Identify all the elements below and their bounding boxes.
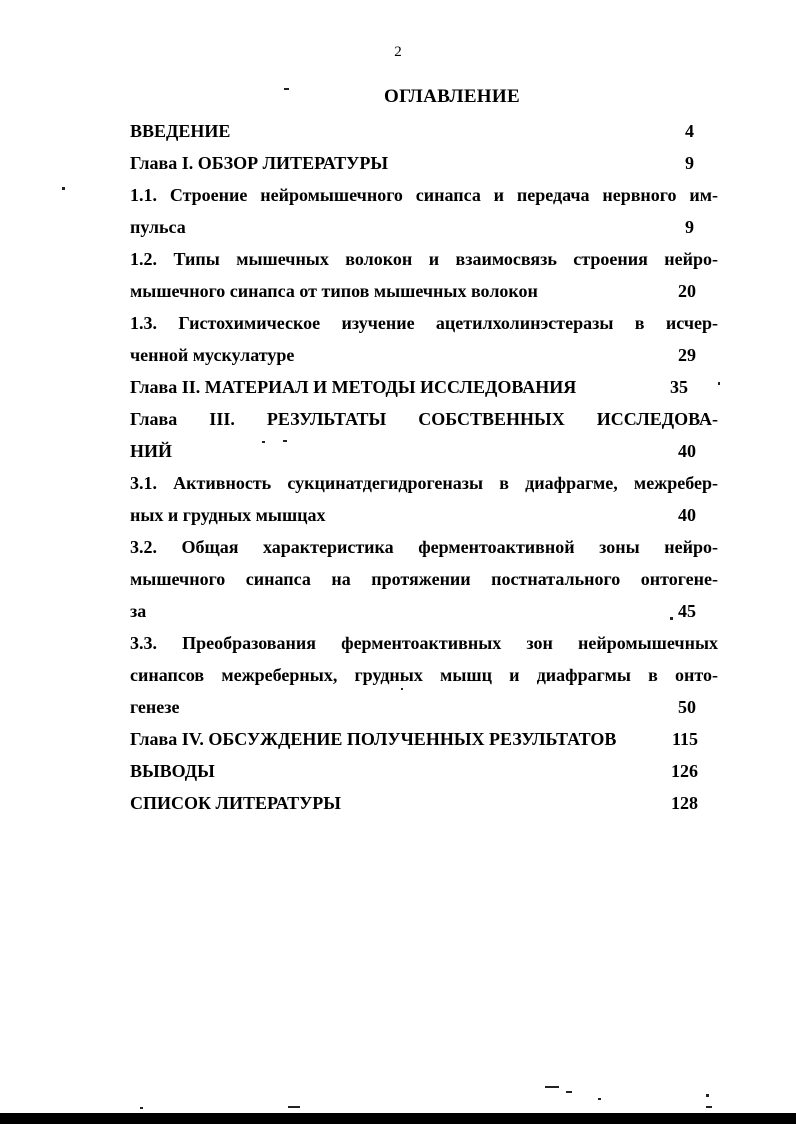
toc-entry-1-1-cont — [130, 211, 718, 243]
toc-entry-chapter-3 — [130, 403, 718, 435]
toc-entry-text: ВЫВОДЫ — [130, 761, 215, 781]
toc-entry-text: ных и грудных мышцах — [130, 505, 326, 525]
toc-entry-text: 3.2. Общая характеристика ферментоактивной зоны нейро- — [130, 537, 718, 557]
scan-speck — [262, 441, 265, 443]
toc-entry-text: Глава III. РЕЗУЛЬТАТЫ СОБСТВЕННЫХ ИССЛЕДОВА- — [130, 409, 718, 429]
scan-speck — [140, 1107, 143, 1109]
page-title: ОГЛАВЛЕНИЕ — [384, 86, 520, 107]
scan-speck — [706, 1094, 709, 1097]
toc-entry-chapter-3-cont — [130, 435, 718, 467]
toc-entry-page: 29 — [678, 345, 696, 365]
toc-entry-page: 115 — [671, 729, 698, 749]
table-of-contents — [130, 115, 718, 819]
toc-entry-text: НИЙ — [130, 441, 173, 461]
toc-entry-text: 3.1. Активность сукцинатдегидрогеназы в диафрагме, межребер- — [130, 473, 718, 493]
scan-edge-bar — [0, 1113, 796, 1124]
toc-entry-3-2-cont — [130, 563, 718, 595]
toc-entry-1-3-cont — [130, 339, 718, 371]
toc-entry-page: 4 — [685, 121, 694, 141]
scan-speck — [706, 1106, 712, 1108]
toc-entry-page: 9 — [685, 153, 694, 173]
page-number: 2 — [394, 44, 402, 60]
toc-entry-text: ВВЕДЕНИЕ — [130, 121, 231, 141]
toc-entry-text: Глава I. ОБЗОР ЛИТЕРАТУРЫ — [130, 153, 389, 173]
toc-entry-page: 40 — [678, 505, 696, 525]
toc-entry-text: 1.3. Гистохимическое изучение ацетилхолинэстеразы в исчер- — [130, 313, 718, 333]
scan-speck — [283, 440, 287, 442]
toc-entry-references — [130, 787, 718, 819]
scan-speck — [401, 688, 403, 690]
toc-entry-text: Глава IV. ОБСУЖДЕНИЕ ПОЛУЧЕННЫХ РЕЗУЛЬТАТОВ — [130, 729, 617, 749]
toc-entry-text: 3.3. Преобразования ферментоактивных зон нейромышечных — [130, 633, 718, 653]
toc-entry-text: мышечного синапса на протяжении постнатального онтогене- — [130, 569, 718, 589]
scan-speck — [598, 1098, 601, 1100]
toc-entry-page: 9 — [685, 217, 694, 237]
toc-entry-3-3 — [130, 627, 718, 659]
toc-entry-page: 128 — [671, 793, 698, 813]
toc-entry-chapter-4 — [130, 723, 718, 755]
toc-entry-3-2-end — [130, 595, 718, 627]
toc-entry-conclusions — [130, 755, 718, 787]
scan-speck — [718, 382, 720, 385]
toc-entry-3-3-end — [130, 691, 718, 723]
toc-entry-text: ченной мускулатуре — [130, 345, 295, 365]
scan-speck — [566, 1091, 572, 1093]
scan-speck — [670, 617, 673, 620]
toc-entry-text: синапсов межреберных, грудных мышц и диафрагмы в онто- — [130, 665, 718, 685]
scan-speck — [288, 1106, 300, 1108]
toc-entry-page: 40 — [678, 441, 696, 461]
toc-entry-text: 1.2. Типы мышечных волокон и взаимосвязь строения нейро- — [130, 249, 718, 269]
toc-entry-3-1 — [130, 467, 718, 499]
toc-entry-3-3-cont — [130, 659, 718, 691]
toc-entry-1-2 — [130, 243, 718, 275]
toc-entry-chapter-2 — [130, 371, 718, 403]
toc-entry-page: 50 — [678, 697, 696, 717]
toc-entry-introduction — [130, 115, 718, 147]
toc-entry-text: генезе — [130, 697, 180, 717]
toc-entry-page: 126 — [671, 761, 698, 781]
toc-title-wrap — [0, 86, 796, 108]
toc-entry-1-1 — [130, 179, 718, 211]
scan-speck — [545, 1086, 559, 1088]
toc-entry-text: 1.1. Строение нейромышечного синапса и передача нервного им- — [130, 185, 718, 205]
toc-entry-text: Глава II. МАТЕРИАЛ И МЕТОДЫ ИССЛЕДОВАНИЯ — [130, 377, 577, 397]
toc-entry-3-1-cont — [130, 499, 718, 531]
toc-entry-1-2-cont — [130, 275, 718, 307]
scan-speck — [284, 88, 289, 90]
toc-entry-text: мышечного синапса от типов мышечных волокон — [130, 281, 538, 301]
toc-entry-text: за — [130, 601, 147, 621]
toc-entry-chapter-1 — [130, 147, 718, 179]
toc-entry-1-3 — [130, 307, 718, 339]
toc-entry-page: 35 — [670, 377, 688, 397]
toc-entry-3-2 — [130, 531, 718, 563]
toc-entry-text: пульса — [130, 217, 186, 237]
toc-entry-text: СПИСОК ЛИТЕРАТУРЫ — [130, 793, 341, 813]
scan-speck — [62, 187, 65, 190]
toc-entry-page: 20 — [678, 281, 696, 301]
toc-entry-page: 45 — [678, 601, 696, 621]
